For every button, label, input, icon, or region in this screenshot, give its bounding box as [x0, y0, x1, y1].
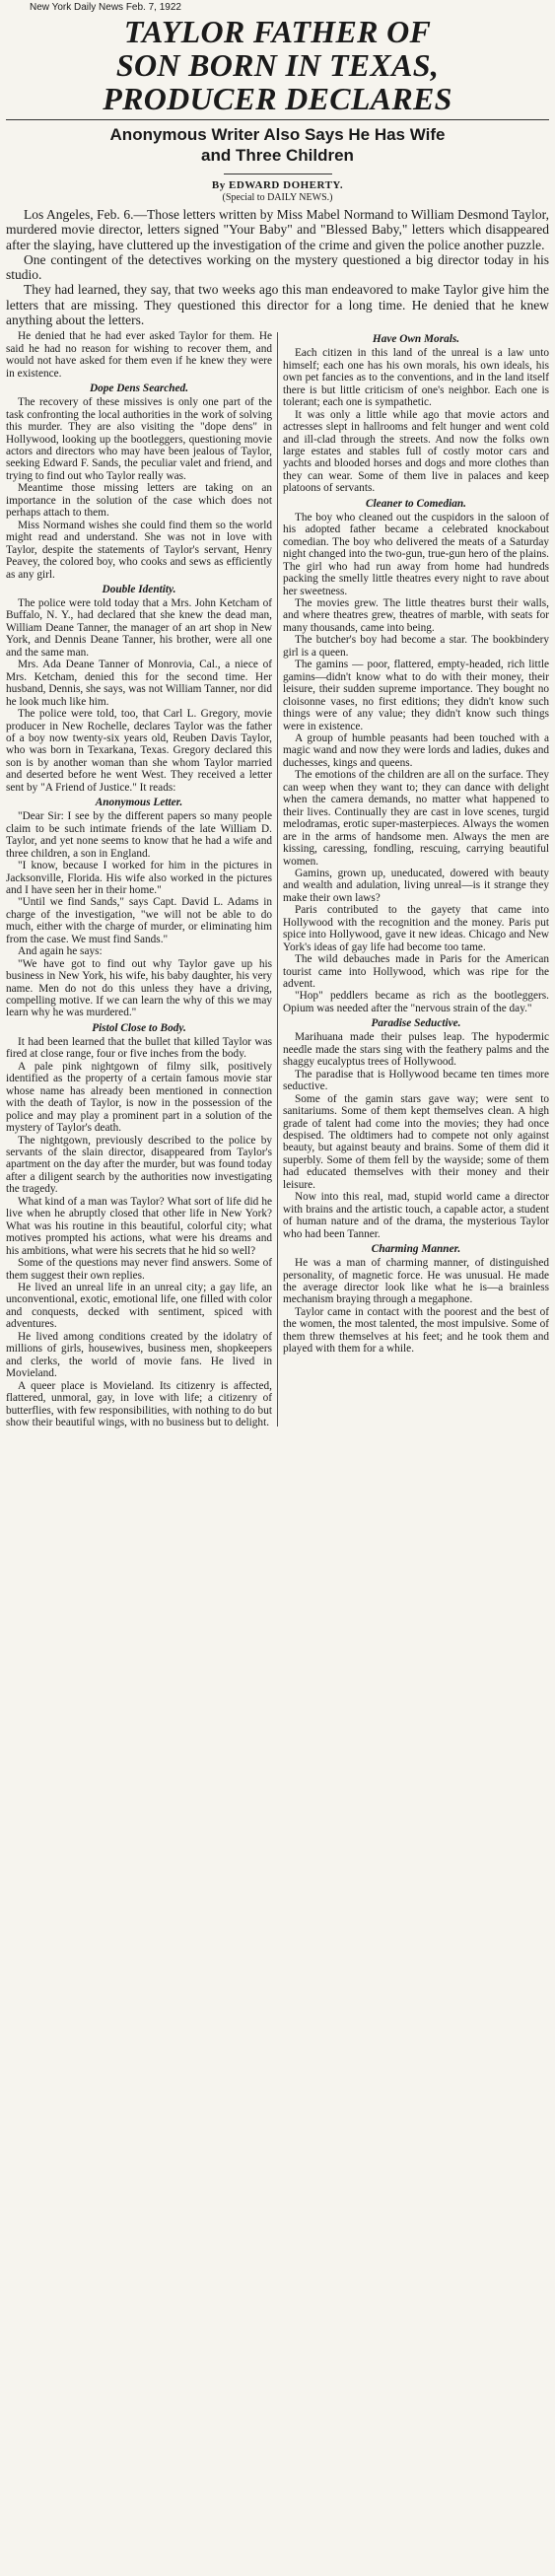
article-paragraph: Some of the questions may never find answers. Some of them suggest their own replies. — [6, 1257, 272, 1282]
article-paragraph: Marihuana made their pulses leap. The hypodermic needle made the stars sing with the feathery palms and the shaggy eucalyptus trees of Hollywood. — [283, 1031, 549, 1069]
article-paragraph: "Hop" peddlers became as rich as the bootleggers. Opium was needed after the "nervous strain of the day." — [283, 990, 549, 1014]
headline-line: PRODUCER DECLARES — [103, 81, 452, 116]
section-subheading: Pistol Close to Body. — [92, 1021, 186, 1034]
article-paragraph: The gamins — poor, flattered, empty-headed, rich little gamins—didn't know what to do with their money, their leisure, their sudden supreme importance. They bought no cloisonne vases, no first editions; they didn't know such things were of any value; they didn't know such things were in existence. — [283, 659, 549, 732]
right-column — [283, 330, 549, 1428]
article-columns — [6, 330, 549, 1428]
article-paragraph: The paradise that is Hollywood became ten times more seductive. — [283, 1068, 549, 1093]
column-rule — [277, 332, 278, 1427]
dateline: New York Daily News Feb. 7, 1922 — [30, 2, 181, 13]
article-paragraph: He denied that he had ever asked Taylor for them. He said he had no reason for wishing to recover them, and would not have asked for them even if he knew they were in existence. — [6, 330, 272, 380]
article-paragraph: Meantime those missing letters are taking on an importance in the solution of the case which does not perhaps attach to them. — [6, 482, 272, 520]
lead-paragraphs — [6, 207, 549, 327]
article-paragraph: He lived an unreal life in an unreal city; a gay life, an unconventional, exotic, emotional life, one filled with color and conquests, decked with sentiment, spiced with adventures. — [6, 1282, 272, 1331]
headline-line: TAYLOR FATHER OF — [123, 14, 432, 49]
article-paragraph: The movies grew. The little theatres burst their walls, and where theatres grew, theatres of marble, with seats for many thousands, came into being. — [283, 596, 549, 634]
subheadline — [6, 124, 549, 166]
section-subheading: Paradise Seductive. — [371, 1017, 461, 1030]
article-paragraph: The police were told, too, that Carl L. Gregory, movie producer in New Rochelle, declares Taylor was the father of a boy now twenty-six years old, Reuben Davis Taylor, who was born in Texarkana, Texas. Gregory declared this son is by another woman than she whom Taylor married and deserted before he went West. They received a letter sent by "A Friend of Justice." It reads: — [6, 708, 272, 794]
subheadline-line: and Three Children — [201, 146, 354, 165]
divider — [6, 119, 549, 120]
article-paragraph: Miss Normand wishes she could find them so the world might read and understand. She was not in love with Taylor, despite the statements of Taylor's servant, Henry Peavey, the colored boy, who cooks and sews as efficiently as any girl. — [6, 519, 272, 581]
lead-paragraph: One contingent of the detectives working on the mystery questioned a big director today in his studio. — [6, 251, 549, 283]
article-paragraph: And again he says: — [18, 945, 103, 958]
special-note: (Special to DAILY NEWS.) — [222, 192, 333, 203]
article-paragraph: A group of humble peasants had been touched with a magic wand and now they were lords and ladies, dukes and duchesses, kings and queens. — [283, 731, 549, 769]
article-paragraph: Some of the gamin stars gave way; were sent to sanitariums. Some of them kept themselves clean. A high grade of talent had come into the movies; they had once despised. The oldtimers had to compete not only against beauty, but against beauty and brains. Some of them did it superbly. Some of them fell by the wayside; some of them had educated themselves with their money and their leisure. — [283, 1092, 549, 1191]
article-paragraph: The butcher's boy had become a star. The bookbindery girl is a queen. — [283, 634, 549, 659]
section-subheading: Dope Dens Searched. — [89, 383, 189, 395]
byline: By EDWARD DOHERTY. — [211, 179, 344, 191]
section-subheading: Double Identity. — [102, 583, 176, 595]
article-paragraph: Taylor came in contact with the poorest and the best of the women, the most talented, the most impulsive. Some of them threw themselves at his feet; and he took them and played with them for a while. — [283, 1305, 549, 1356]
article-paragraph: The nightgown, previously described to the police by servants of the slain director, disappeared from Taylor's apartment on the day after the murder, but was found today after a diligent search by the authorities now investigating the tragedy. — [6, 1134, 272, 1196]
article-paragraph: The boy who cleaned out the cuspidors in the saloon of his adopted father became a celebrated knockabout comedian. The boy who delivered the meats of a Saturday night changed into the two-gun, true-gun hero of the plains. The girl who had run away from home had hundreds packing the smelly little theatres every night to rave about her sweetness. — [283, 511, 549, 597]
article-paragraph: "We have got to find out why Taylor gave up his business in New York, his wife, his baby daughter, his very name. Men do not do this unless they have a driving, compelling motive. If we can learn the why of this we may learn why he was murdered." — [6, 957, 272, 1019]
article-paragraph: Paris contributed to the gayety that came into Hollywood with the recognition and the money. Paris put spice into Hollywood, gave it new ideas. Chicago and New York's ideas of gay life had become too tame. — [283, 904, 549, 953]
headline — [6, 15, 549, 115]
article-paragraph: What kind of a man was Taylor? What sort of life did he live when he abruptly closed that other life in New York? What was his routine in this beautiful, colorful city; what motives prompted his actions, what were his dreams and his ambitions, what were his secrets that he hid so well? — [6, 1195, 272, 1257]
article-paragraph: It had been learned that the bullet that killed Taylor was fired at close range, four or five inches from the body. — [6, 1035, 272, 1061]
article-paragraph: It was only a little while ago that movie actors and actresses slept in hallrooms and felt hunger and went cold and ill-clad through the streets. And now the folks own large estates and stables full of costly motor cars and yachts and blooded horses and dogs and more clothes than they can wear. Some of them live in palaces and keep platoons of servants. — [283, 408, 549, 495]
article-paragraph: The police were told today that a Mrs. John Ketcham of Buffalo, N. Y., had declared that she knew the dead man, William Deane Tanner, the manager of an art shop in New York, and Dennis Deane Tanner, his brother, were all one and the same man. — [6, 596, 272, 659]
lead-paragraph: Los Angeles, Feb. 6.—Those letters written by Miss Mabel Normand to William Desmond Taylor, murdered movie director, letters signed "Your Baby" and "Blessed Baby," letters which disappeared after the slaying, have cluttered up the investigation of the crime and given the police another puzzle. — [6, 207, 549, 252]
article-paragraph: The emotions of the children are all on the surface. They can weep when they want to; they can dance with delight when the camera demands, no matter what happened to their lives. Continually they are cast in love scenes, turgid melodramas, erotic super-masterpieces. Always the women are in the arms of handsome men. Always the men are kissing, caressing, fondling, rescuing, carrying beautiful women. — [283, 769, 549, 868]
article-paragraph: Gamins, grown up, uneducated, dowered with beauty and wealth and adulation, living unreal—is it strange they make their own laws? — [283, 867, 549, 904]
section-subheading: Charming Manner. — [371, 1243, 461, 1256]
subheadline-line: Anonymous Writer Also Says He Has Wife — [109, 125, 446, 144]
headline-line: SON BORN IN TEXAS, — [115, 47, 440, 83]
article-paragraph: Mrs. Ada Deane Tanner of Monrovia, Cal., a niece of Mrs. Ketcham, denied this for the second time. Her husband, Dennis, she says, was not William Tanner, nor did he look much like him. — [6, 659, 272, 708]
article-paragraph: "Dear Sir: I see by the different papers so many people claim to be such intimate friends of the late William D. Taylor, and yet none seems to know that he had a wife and three children, a son in England. — [6, 810, 272, 860]
article-paragraph: He lived among conditions created by the idolatry of millions of girls, housewives, business men, shopkeepers and clerks, the world of movie fans. He lived in Movieland. — [6, 1330, 272, 1380]
article-paragraph: A pale pink nightgown of filmy silk, positively identified as the property of a certain famous movie star whose name has already been mentioned in connection with the death of Taylor, is now in the possession of the police and may play a prominent part in a solution of the mystery of Taylor's death. — [6, 1060, 272, 1135]
article-paragraph: He was a man of charming manner, of distinguished personality, of magnetic force. He was unusual. He made the average director look like what he is—a brainless mechanism braying through a megaphone. — [283, 1257, 549, 1306]
article-paragraph: The wild debauches made in Paris for the American tourist came into Hollywood, which was ripe for the advent. — [283, 953, 549, 991]
section-subheading: Have Own Morals. — [372, 333, 460, 346]
article-paragraph: Each citizen in this land of the unreal is a law unto himself; each one has his own morals, his own ideals, his own pet fancies as to the conventions, and in the land itself there is but little criticism of one's neighbor. Each one is tolerant; each one is sympathetic. — [283, 347, 549, 409]
article-paragraph: "Until we find Sands," says Capt. David L. Adams in charge of the investigation, "we will not be able to do much, either with the charge of murder, or eliminating him from the case. We must find Sands." — [6, 896, 272, 945]
section-subheading: Cleaner to Comedian. — [366, 497, 466, 510]
lead-paragraph: They had learned, they say, that two weeks ago this man endeavored to make Taylor give him the letters that are missing. They questioned this director for a long time. He denied that he knew anything about the letters. — [6, 282, 549, 328]
article-paragraph: The recovery of these missives is only one part of the task confronting the local authorities in the work of solving this murder. They are also visiting the "dope dens" in Hollywood, looking up the bootleggers, questioning movie actors and directors who may have been jealous of Taylor, seeking Edward F. Sands, the peculiar valet and friend, and trying to find out who Taylor really was. — [6, 396, 272, 482]
article-paragraph: Now into this real, mad, stupid world came a director with brains and the artistic touch, a capable actor, a student of human nature and of the drama, the mysterious Taylor who had been Tanner. — [283, 1191, 549, 1240]
left-column — [6, 330, 272, 1428]
article-paragraph: "I know, because I worked for him in the pictures in Jacksonville, Florida. His wife also worked in the pictures and I have seen her in their home." — [6, 860, 272, 896]
article-paragraph: A queer place is Movieland. Its citizenry is affected, flattered, unmoral, gay, in love with life; a citizenry of butterflies, with few responsibilities, with nothing to do but show their beautiful wings, with no business but to delight. — [6, 1379, 272, 1428]
section-subheading: Anonymous Letter. — [95, 797, 183, 809]
